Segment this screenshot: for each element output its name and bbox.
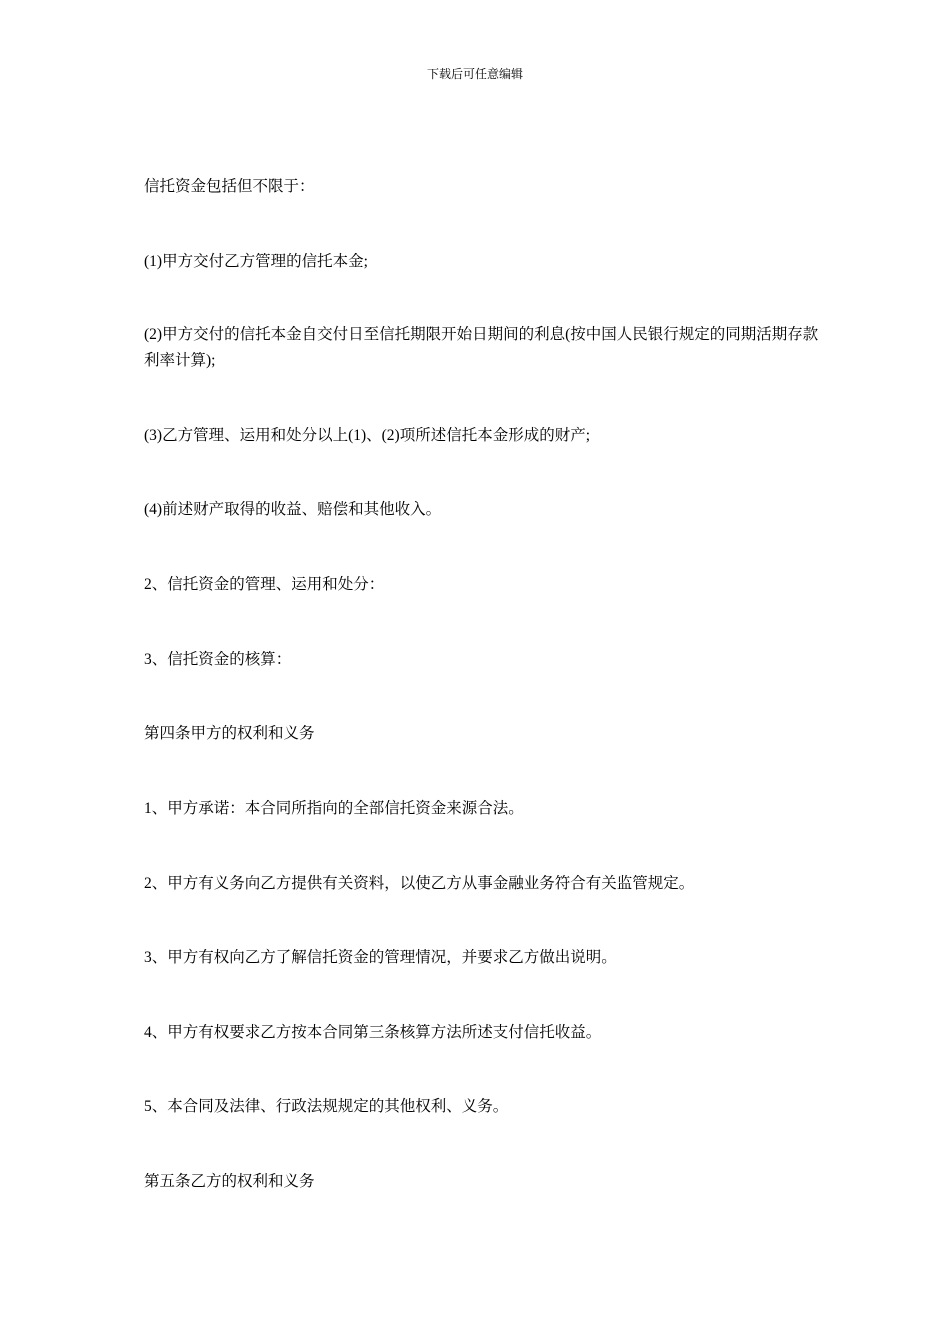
paragraph-article-4-item-4: 4、甲方有权要求乙方按本合同第三条核算方法所述支付信托收益。 xyxy=(144,1024,602,1041)
paragraph-article-4-item-2: 2、甲方有义务向乙方提供有关资料，以使乙方从事金融业务符合有关监管规定。 xyxy=(144,875,695,892)
paragraph-item-3: (3)乙方管理、运用和处分以上(1)、(2)项所述信托本金形成的财产; xyxy=(144,427,591,444)
heading-article-5: 第五条乙方的权利和义务 xyxy=(144,1173,315,1190)
paragraph-item-1: (1)甲方交付乙方管理的信托本金; xyxy=(144,253,368,270)
paragraph-section-3: 3、信托资金的核算： xyxy=(144,651,292,668)
paragraph-item-4: (4)前述财产取得的收益、赔偿和其他收入。 xyxy=(144,501,442,518)
paragraph-trust-funds-intro: 信托资金包括但不限于： xyxy=(144,178,315,195)
paragraph-article-4-item-5: 5、本合同及法律、行政法规规定的其他权利、义务。 xyxy=(144,1098,509,1115)
paragraph-article-4-item-3: 3、甲方有权向乙方了解信托资金的管理情况，并要求乙方做出说明。 xyxy=(144,949,617,966)
page-header: 下载后可任意编辑 xyxy=(426,67,523,81)
paragraph-article-4-item-1: 1、甲方承诺：本合同所指向的全部信托资金来源合法。 xyxy=(144,800,524,817)
paragraph-section-2: 2、信托资金的管理、运用和处分： xyxy=(144,576,385,593)
paragraph-item-2: (2)甲方交付的信托本金自交付日至信托期限开始日期间的利息(按中国人民银行规定的同期活期存款利率计算); xyxy=(144,326,819,369)
heading-article-4: 第四条甲方的权利和义务 xyxy=(144,725,315,742)
